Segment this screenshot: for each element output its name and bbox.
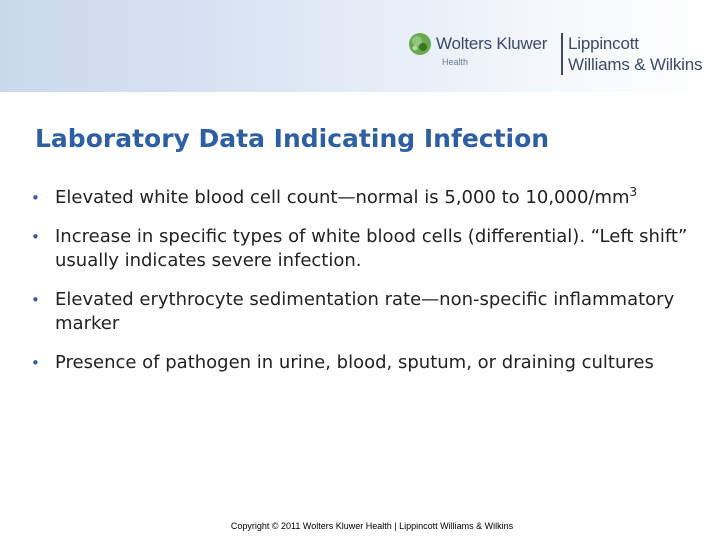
copyright-footer: Copyright © 2011 Wolters Kluwer Health | Lippincott Williams & Wilkins [230, 521, 514, 531]
bullet-text: Elevated white blood cell count—normal is 5,000 to 10,000/mm [55, 187, 630, 208]
logo-partner-line2: Williams & Wilkins [568, 55, 703, 74]
bullet-item [28, 225, 712, 273]
logo-partner-line1: Lippincott [568, 34, 639, 53]
bullet-item [28, 288, 712, 336]
bullet-item [28, 186, 712, 210]
bullet-text: Elevated erythrocyte sedimentation rate—non-specific inflammatory marker [55, 289, 675, 334]
globe-logo-icon [408, 32, 432, 56]
slide-title: Laboratory Data Indicating Infection [35, 124, 550, 153]
logo-brand-division: Health [442, 57, 469, 67]
bullet-text: Increase in specific types of white blood cells (differential). “Left shift” usually indicates severe infection. [55, 226, 688, 271]
bullet-list [28, 186, 712, 390]
bullet-item [28, 351, 712, 375]
bullet-text: Presence of pathogen in urine, blood, sputum, or draining cultures [55, 352, 654, 373]
logo-divider [561, 33, 563, 75]
logo-brand-name: Wolters Kluwer [436, 34, 548, 53]
bullet-superscript: 3 [629, 185, 638, 199]
